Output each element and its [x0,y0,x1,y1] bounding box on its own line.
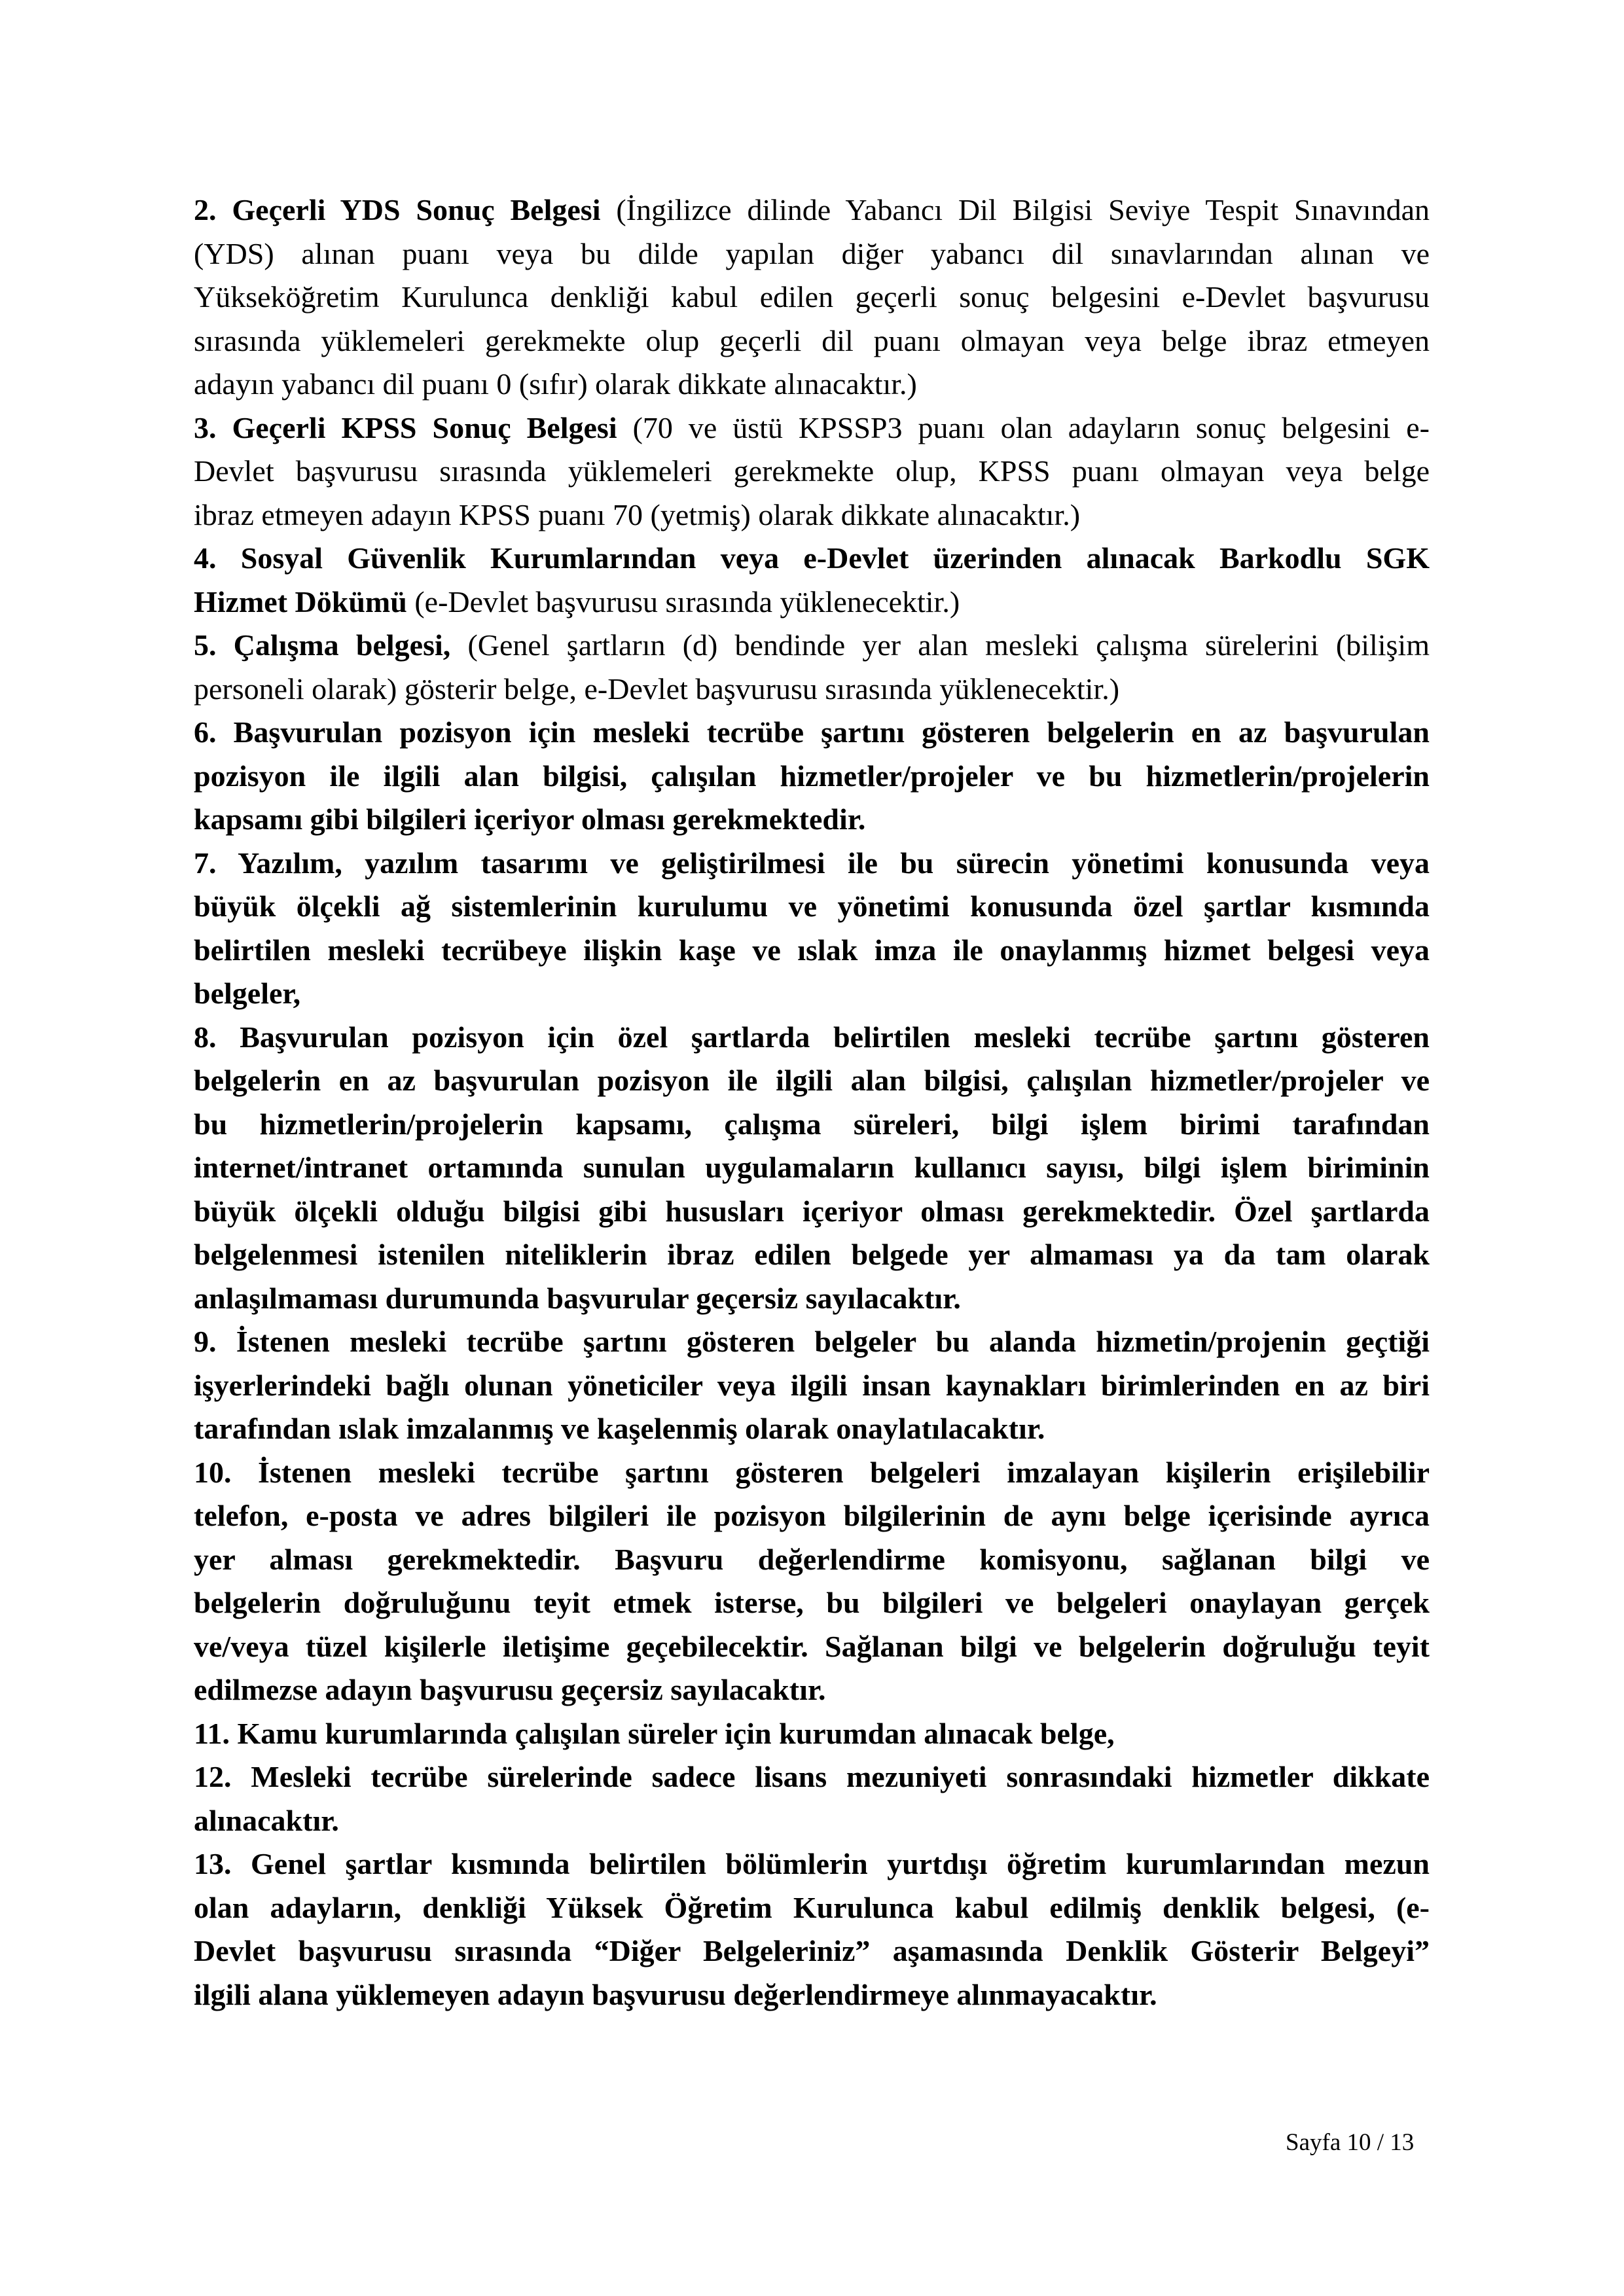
text-line [194,1190,1430,1234]
bold-text: 11. Kamu kurumlarında çalışılan süreler için kurumdan alınacak belge, [194,1716,1115,1750]
text-line [194,798,1430,842]
bold-text: alınacaktır. [194,1803,339,1837]
requirements-list [194,188,1430,2017]
bold-text: olan adayların, denkliği Yüksek Öğretim Kurulunca kabul edilmiş denklik belgesi, (e- [194,1890,1430,1924]
bold-text: belgeler, [194,977,301,1010]
text-line [194,929,1430,973]
regular-text: personeli olarak) gösterir belge, e-Devlet başvurusu sırasında yüklenecektir.) [194,672,1120,706]
bold-text: 6. Başvurulan pozisyon için mesleki tecrübe şartını gösteren belgelerin en az başvurulan [194,715,1430,749]
bold-text: yer alması gerekmektedir. Başvuru değerlendirme komisyonu, sağlanan bilgi ve [194,1542,1430,1576]
text-line [194,842,1430,886]
regular-text: sırasında yüklemeleri gerekmekte olup geçerli dil puanı olmayan veya belge ibraz etmeyen [194,323,1430,357]
requirement-item [194,624,1430,711]
regular-text: ibraz etmeyen adayın KPSS puanı 70 (yetmiş) olarak dikkate alınacaktır.) [194,497,1081,531]
bold-text: bu hizmetlerin/projelerin kapsamı, çalışma süreleri, bilgi işlem birimi tarafından [194,1107,1430,1141]
text-line [194,885,1430,929]
text-line [194,1712,1430,1756]
bold-text: internet/intranet ortamında sunulan uygulamaların kullanıcı sayısı, bilgi işlem biriminin [194,1151,1430,1184]
text-line [194,1103,1430,1147]
requirement-item [194,537,1430,624]
bold-text: büyük ölçekli ağ sistemlerinin kurulumu ve yönetimi konusunda özel şartlar kısmında [194,889,1430,923]
bold-text: belgelenmesi istenilen niteliklerin ibraz edilen belgede yer almaması ya da tam olarak [194,1238,1430,1271]
text-line [194,1538,1430,1582]
bold-text: işyerlerindeki bağlı olunan yöneticiler veya ilgili insan kaynakları birimlerinden en az biri [194,1368,1430,1402]
bold-text: 7. Yazılım, yazılım tasarımı ve geliştirilmesi ile bu sürecin yönetimi konusunda veya [194,846,1430,880]
requirement-item [194,188,1430,406]
bold-text: 5. Çalışma belgesi, [194,628,451,662]
requirement-item [194,711,1430,842]
text-line [194,1407,1430,1451]
text-line [194,276,1430,319]
bold-text: 4. Sosyal Güvenlik Kurumlarından veya e-Devlet üzerinden alınacak Barkodlu SGK [194,541,1430,575]
text-line [194,1277,1430,1321]
text-line [194,406,1430,450]
text-line [194,1146,1430,1190]
document-body [194,188,1430,2017]
text-line [194,1059,1430,1103]
bold-text: ilgili alana yüklemeyen adayın başvurusu değerlendirmeye alınmayacaktır. [194,1977,1157,2011]
text-line [194,363,1430,406]
regular-text: (e-Devlet başvurusu sırasında yüklenecektir.) [406,584,960,619]
requirement-item [194,1320,1430,1451]
regular-text: (İngilizce dilinde Yabancı Dil Bilgisi Seviye Tespit Sınavından [600,193,1430,226]
page-number: Sayfa 10 / 13 [1286,2129,1415,2156]
text-line [194,755,1430,798]
text-line [194,1799,1430,1843]
text-line [194,450,1430,493]
text-line [194,581,1430,624]
requirement-item [194,1712,1430,1756]
text-line [194,1494,1430,1538]
bold-text: 10. İstenen mesleki tecrübe şartını gösteren belgeleri imzalayan kişilerin erişilebilir [194,1455,1430,1489]
bold-text: telefon, e-posta ve adres bilgileri ile pozisyon bilgilerinin de aynı belge içerisinde ayrıca [194,1499,1430,1532]
bold-text: 3. Geçerli KPSS Sonuç Belgesi [194,410,617,444]
text-line [194,1016,1430,1060]
text-line [194,668,1430,711]
bold-text: belgelerin doğruluğunu teyit etmek isterse, bu bilgileri ve belgeleri onaylayan gerçek [194,1586,1430,1619]
text-line [194,493,1430,537]
bold-text: 2. Geçerli YDS Sonuç Belgesi [194,193,601,226]
bold-text: pozisyon ile ilgili alan bilgisi, çalışılan hizmetler/projeler ve bu hizmetlerin/projelerin [194,759,1430,793]
text-line [194,1755,1430,1799]
bold-text: tarafından ıslak imzalanmış ve kaşelenmiş olarak onaylatılacaktır. [194,1412,1045,1445]
text-line [194,537,1430,581]
bold-text: 9. İstenen mesleki tecrübe şartını gösteren belgeler bu alanda hizmetin/projenin geçtiği [194,1325,1430,1358]
text-line [194,319,1430,363]
bold-text: büyük ölçekli olduğu bilgisi gibi hususları içeriyor olması gerekmektedir. Özel şartlarda [194,1194,1430,1228]
requirement-item [194,842,1430,1016]
text-line [194,1842,1430,1886]
regular-text: adayın yabancı dil puanı 0 (sıfır) olarak dikkate alınacaktır.) [194,367,917,401]
regular-text: (YDS) alınan puanı veya bu dilde yapılan diğer yabancı dil sınavlarından alınan ve [194,236,1430,270]
text-line [194,1929,1430,1973]
text-line [194,624,1430,668]
requirement-item [194,1016,1430,1321]
bold-text: 8. Başvurulan pozisyon için özel şartlarda belirtilen mesleki tecrübe şartını gösteren [194,1020,1430,1054]
regular-text: (70 ve üstü KPSSP3 puanı olan adayların sonuç belgesini e- [617,410,1430,444]
bold-text: belgelerin en az başvurulan pozisyon ile ilgili alan bilgisi, çalışılan hizmetler/projeler ve [194,1064,1430,1097]
bold-text: ve/veya tüzel kişilerle iletişime geçebilecektir. Sağlanan bilgi ve belgelerin doğruluğu teyit [194,1629,1430,1663]
requirement-item [194,1755,1430,1842]
text-line [194,1581,1430,1625]
text-line [194,188,1430,232]
bold-text: kapsamı gibi bilgileri içeriyor olması gerekmektedir. [194,802,866,836]
bold-text: 12. Mesleki tecrübe sürelerinde sadece lisans mezuniyeti sonrasındaki hizmetler dikkate [194,1760,1430,1793]
bold-text: Devlet başvurusu sırasında “Diğer Belgeleriniz” aşamasında Denklik Gösterir Belgeyi” [194,1934,1430,1967]
requirement-item [194,406,1430,537]
regular-text: (Genel şartların (d) bendinde yer alan mesleki çalışma sürelerini (bilişim [450,628,1430,662]
text-line [194,711,1430,755]
bold-text: 13. Genel şartlar kısmında belirtilen bölümlerin yurtdışı öğretim kurumlarından mezun [194,1847,1430,1880]
bold-text: edilmezse adayın başvurusu geçersiz sayılacaktır. [194,1673,826,1706]
bold-text: belirtilen mesleki tecrübeye ilişkin kaşe ve ıslak imza ile onaylanmış hizmet belgesi veya [194,933,1430,967]
text-line [194,1233,1430,1277]
text-line [194,1625,1430,1669]
regular-text: Yükseköğretim Kurulunca denkliği kabul edilen geçerli sonuç belgesini e-Devlet başvurusu [194,280,1430,314]
bold-text: Hizmet Dökümü [194,584,407,619]
text-line [194,1886,1430,1930]
text-line [194,1451,1430,1495]
text-line [194,1320,1430,1364]
text-line [194,972,1430,1016]
text-line [194,1668,1430,1712]
bold-text: anlaşılmaması durumunda başvurular geçersiz sayılacaktır. [194,1281,961,1315]
requirement-item [194,1451,1430,1712]
text-line [194,232,1430,276]
text-line [194,1364,1430,1408]
requirement-item [194,1842,1430,2017]
regular-text: Devlet başvurusu sırasında yüklemeleri gerekmekte olup, KPSS puanı olmayan veya belge [194,454,1430,488]
text-line [194,1973,1430,2017]
